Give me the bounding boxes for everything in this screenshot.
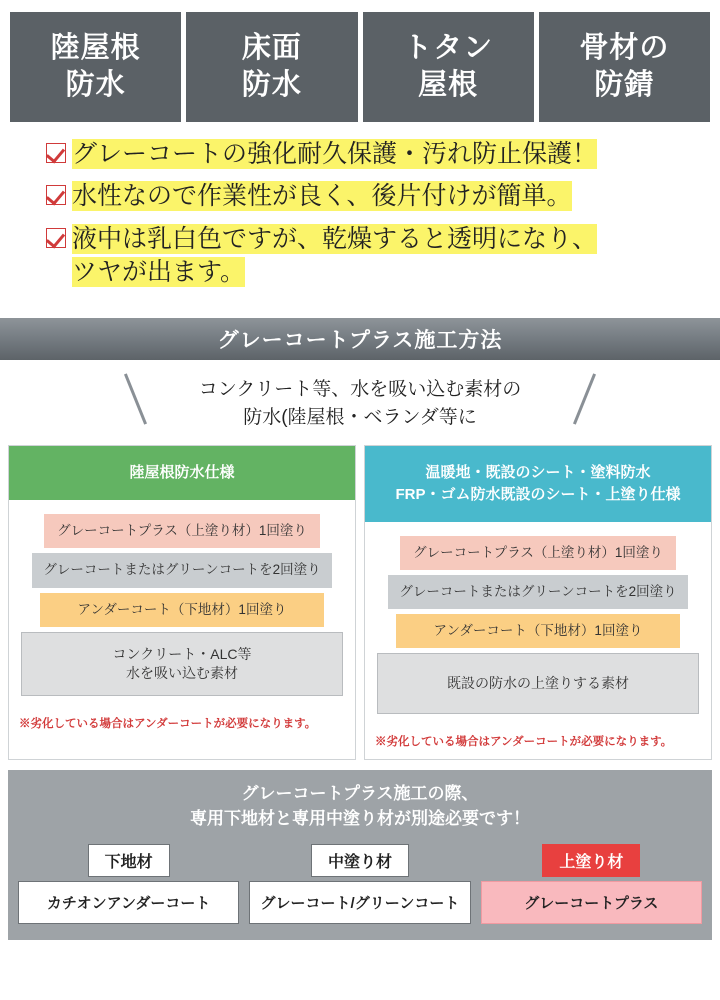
bullet-text-highlight-cont: ツヤが出ます。 <box>72 257 246 286</box>
category-tile <box>363 12 534 122</box>
list-item <box>46 138 720 171</box>
bullet-text-highlight: グレーコートの強化耐久保護・汚れ防止保護！ <box>72 140 598 169</box>
list-item <box>46 180 720 213</box>
spec-column-header-line1: 陸屋根防水仕様 <box>129 464 235 482</box>
section-intro <box>0 360 720 445</box>
product-card <box>249 844 470 924</box>
layer-substrate-line2: 水を吸い込む素材 <box>126 664 238 681</box>
bullet-text <box>72 138 597 171</box>
product-card-name: グレーコートプラス <box>481 881 702 924</box>
layer-substrate <box>377 653 699 714</box>
checkbox-icon <box>46 185 66 205</box>
section-header <box>0 318 720 360</box>
spec-column-right <box>364 445 712 760</box>
category-tile-line1: トタン <box>403 32 494 64</box>
spec-column-header-line2: FRP・ゴム防水既設のシート・上塗り仕様 <box>395 486 681 504</box>
category-tile-line1: 床面 <box>241 32 302 64</box>
bullet-text-highlight: 液中は乳白色ですが、乾燥すると透明になり、 <box>72 224 598 253</box>
bullet-text <box>72 180 572 213</box>
feature-bullet-list <box>0 122 720 308</box>
spec-columns <box>0 445 720 760</box>
bullet-text <box>72 223 597 290</box>
category-tile <box>539 12 710 122</box>
category-tile-line2: 防水 <box>65 69 126 102</box>
section-intro-line2: 防水(陸屋根・ベランダ等に <box>243 406 477 428</box>
spec-column-header <box>9 446 355 500</box>
category-tile-line1: 骨材の <box>579 32 670 64</box>
category-tile <box>10 12 181 122</box>
category-tiles <box>0 0 720 122</box>
spec-note: ※劣化している場合はアンダーコートが必要になります。 <box>375 736 673 749</box>
layer-topcoat: グレーコートプラス（上塗り材）1回塗り <box>44 514 321 548</box>
layer-stack <box>365 522 711 726</box>
product-card-name: カチオンアンダーコート <box>18 881 239 924</box>
category-tile-line2: 防錆 <box>594 69 655 102</box>
product-cards <box>18 844 702 924</box>
required-products-title-line2: 専用下地材と専用中塗り材が別途必要です！ <box>190 809 530 828</box>
product-card <box>18 844 239 924</box>
product-card-tag: 中塗り材 <box>311 844 409 877</box>
spec-column-header-line1: 温暖地・既設のシート・塗料防水 <box>425 464 651 482</box>
category-tile-line1: 陸屋根 <box>50 32 141 64</box>
product-card <box>481 844 702 924</box>
layer-substrate <box>21 632 343 696</box>
spec-column-left <box>8 445 356 760</box>
checkbox-icon <box>46 228 66 248</box>
product-card-tag: 上塗り材 <box>542 844 640 877</box>
product-card-tag: 下地材 <box>88 844 170 877</box>
spec-column-header <box>365 446 711 522</box>
layer-substrate-line1: コンクリート・ALC等 <box>112 645 252 662</box>
bullet-text-highlight: 水性なので作業性が良く、後片付けが簡単。 <box>72 182 572 211</box>
layer-topcoat: グレーコートプラス（上塗り材）1回塗り <box>400 536 677 570</box>
category-tile <box>186 12 357 122</box>
required-products-panel <box>8 770 712 939</box>
layer-substrate-line1: 既設の防水の上塗りする素材 <box>447 675 629 692</box>
checkbox-icon <box>46 143 66 163</box>
layer-undercoat: アンダーコート（下地材）1回塗り <box>396 614 679 648</box>
spec-note: ※劣化している場合はアンダーコートが必要になります。 <box>19 717 317 730</box>
required-products-title-line1: グレーコートプラス施工の際、 <box>241 784 479 804</box>
product-card-name: グレーコート/グリーンコート <box>249 881 470 924</box>
section-intro-line1: コンクリート等、水を吸い込む素材の <box>198 379 522 401</box>
required-products-title <box>18 782 702 831</box>
layer-undercoat: アンダーコート（下地材）1回塗り <box>40 593 323 627</box>
layer-midcoat: グレーコートまたはグリーンコートを2回塗り <box>32 553 331 587</box>
section-header-title: グレーコートプラス施工方法 <box>217 329 503 353</box>
category-tile-line2: 屋根 <box>418 69 479 102</box>
category-tile-line2: 防水 <box>241 69 302 102</box>
layer-midcoat: グレーコートまたはグリーンコートを2回塗り <box>388 575 687 609</box>
layer-stack <box>9 500 355 706</box>
list-item <box>46 223 720 290</box>
